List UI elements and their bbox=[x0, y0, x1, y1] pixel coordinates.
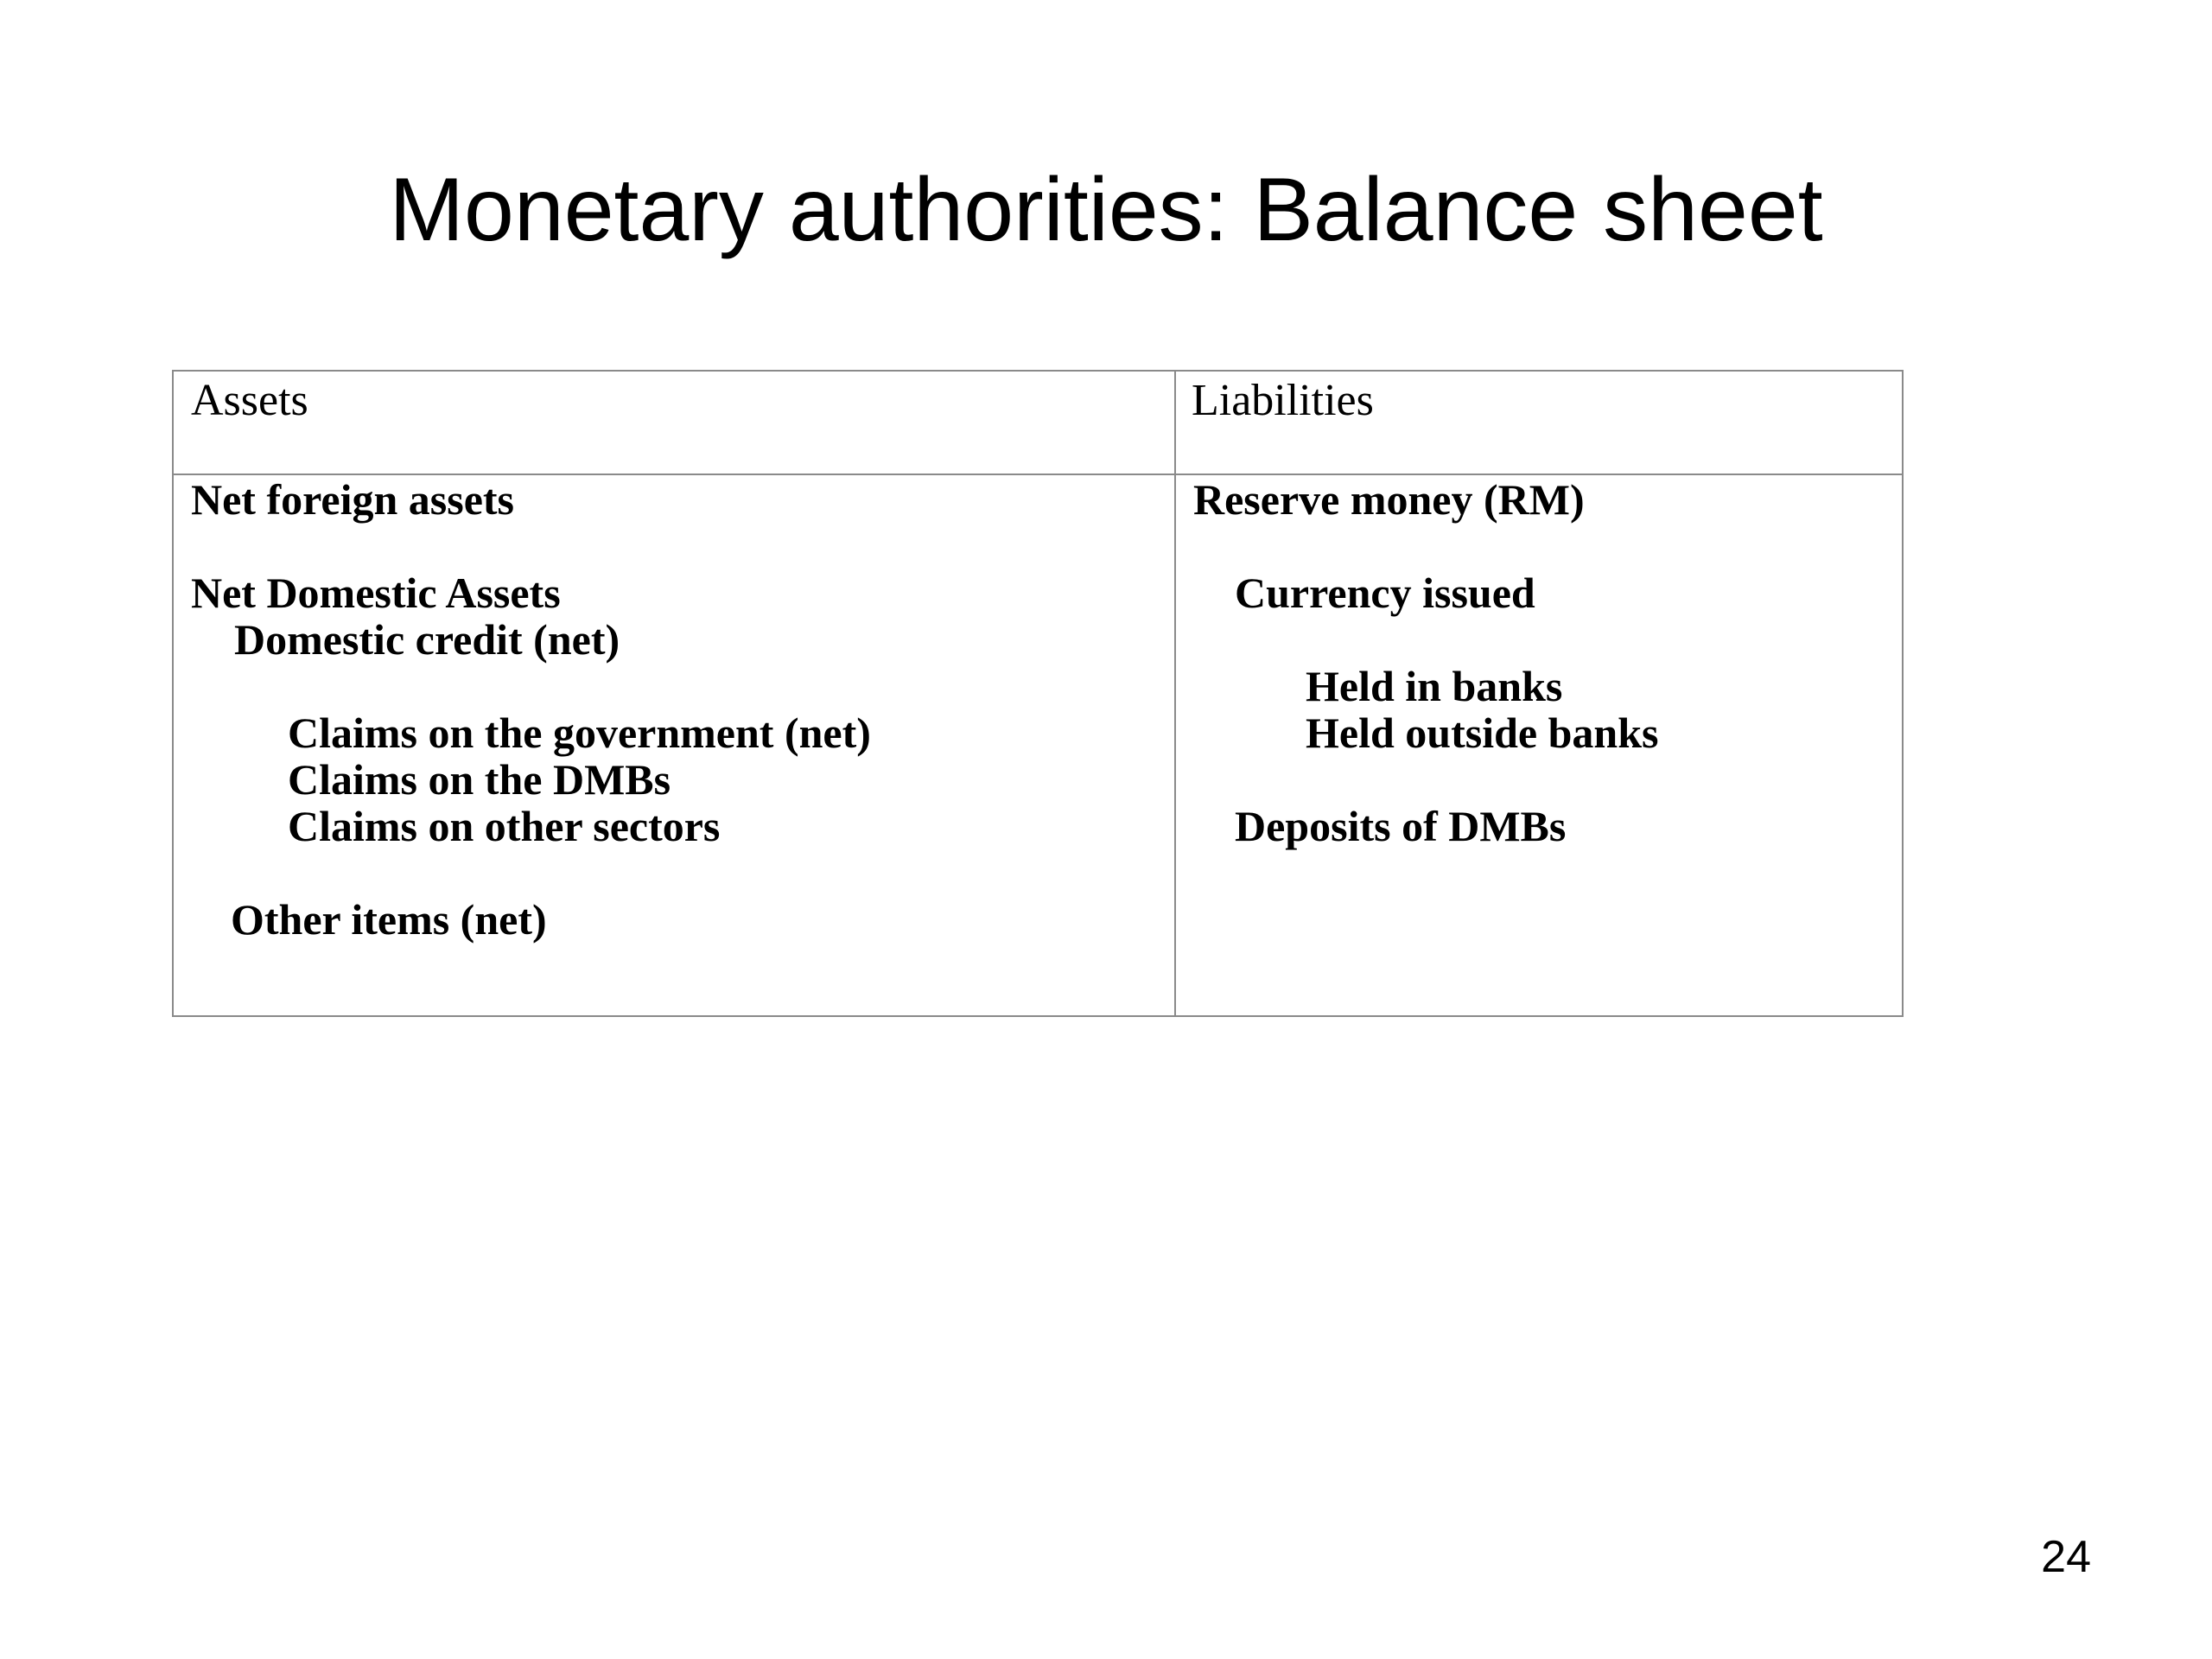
asset-claims-other-sectors: Claims on other sectors bbox=[288, 802, 721, 850]
asset-net-foreign-assets: Net foreign assets bbox=[191, 475, 514, 524]
liabilities-header: Liabilities bbox=[1192, 376, 1374, 425]
asset-claims-government: Claims on the government (net) bbox=[288, 709, 871, 757]
balance-sheet-table bbox=[172, 370, 1904, 1017]
assets-header: Assets bbox=[191, 376, 308, 425]
asset-claims-dmbs: Claims on the DMBs bbox=[288, 755, 671, 804]
liability-held-outside-banks: Held outside banks bbox=[1306, 709, 1659, 757]
slide-title: Monetary authorities: Balance sheet bbox=[389, 160, 1823, 260]
asset-net-domestic-assets: Net Domestic Assets bbox=[191, 569, 561, 617]
liability-currency-issued: Currency issued bbox=[1235, 569, 1535, 617]
page-number: 24 bbox=[2041, 1532, 2091, 1582]
liability-deposits-dmbs: Deposits of DMBs bbox=[1235, 802, 1567, 850]
column-divider bbox=[1174, 372, 1176, 1015]
asset-other-items: Other items (net) bbox=[231, 895, 547, 944]
liability-held-in-banks: Held in banks bbox=[1306, 662, 1563, 710]
asset-domestic-credit: Domestic credit (net) bbox=[234, 615, 620, 664]
liability-reserve-money: Reserve money (RM) bbox=[1193, 475, 1585, 524]
